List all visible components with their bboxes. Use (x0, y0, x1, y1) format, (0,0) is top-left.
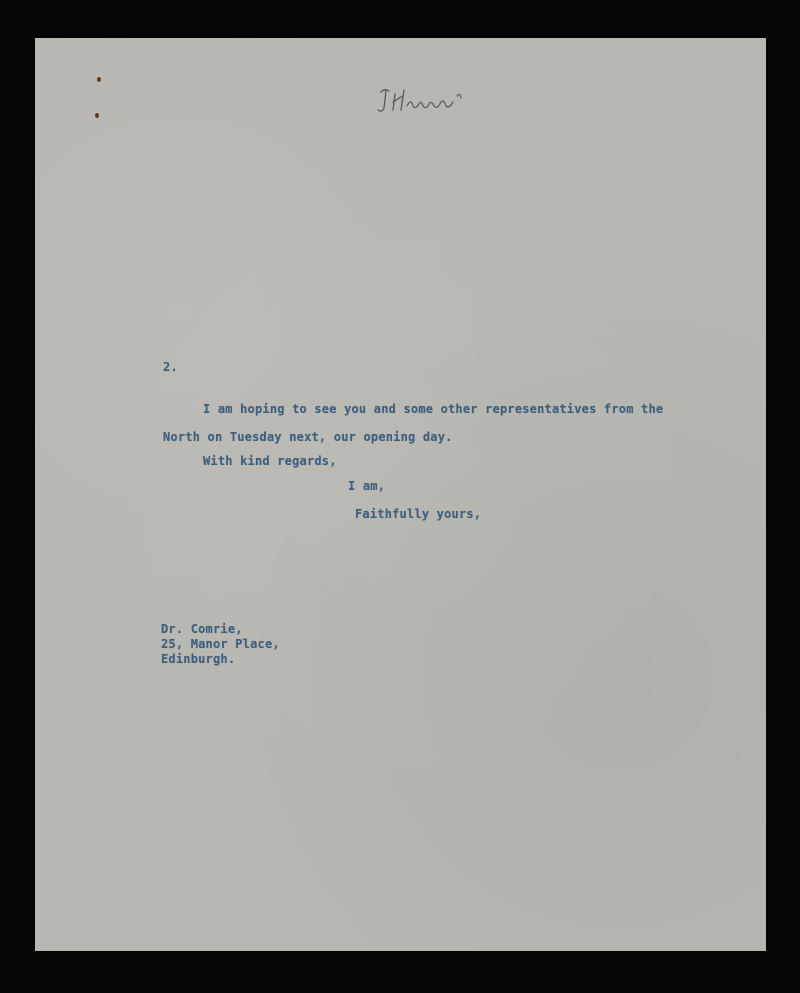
recipient-street: 25, Manor Place, (161, 637, 280, 651)
punch-hole (95, 113, 99, 118)
page-number: 2. (163, 360, 178, 374)
recipient-name: Dr. Comrie, (161, 622, 243, 636)
handwritten-initials (373, 82, 473, 122)
closing-line: I am, (348, 479, 386, 493)
recipient-city: Edinburgh. (161, 652, 236, 666)
punch-hole (97, 77, 101, 82)
body-line: I am hoping to see you and some other representatives from the (203, 402, 664, 416)
body-line: North on Tuesday next, our opening day. (163, 430, 453, 444)
body-line: With kind regards, (203, 454, 337, 468)
complimentary-close: Faithfully yours, (355, 507, 482, 521)
letter-page (35, 38, 766, 951)
